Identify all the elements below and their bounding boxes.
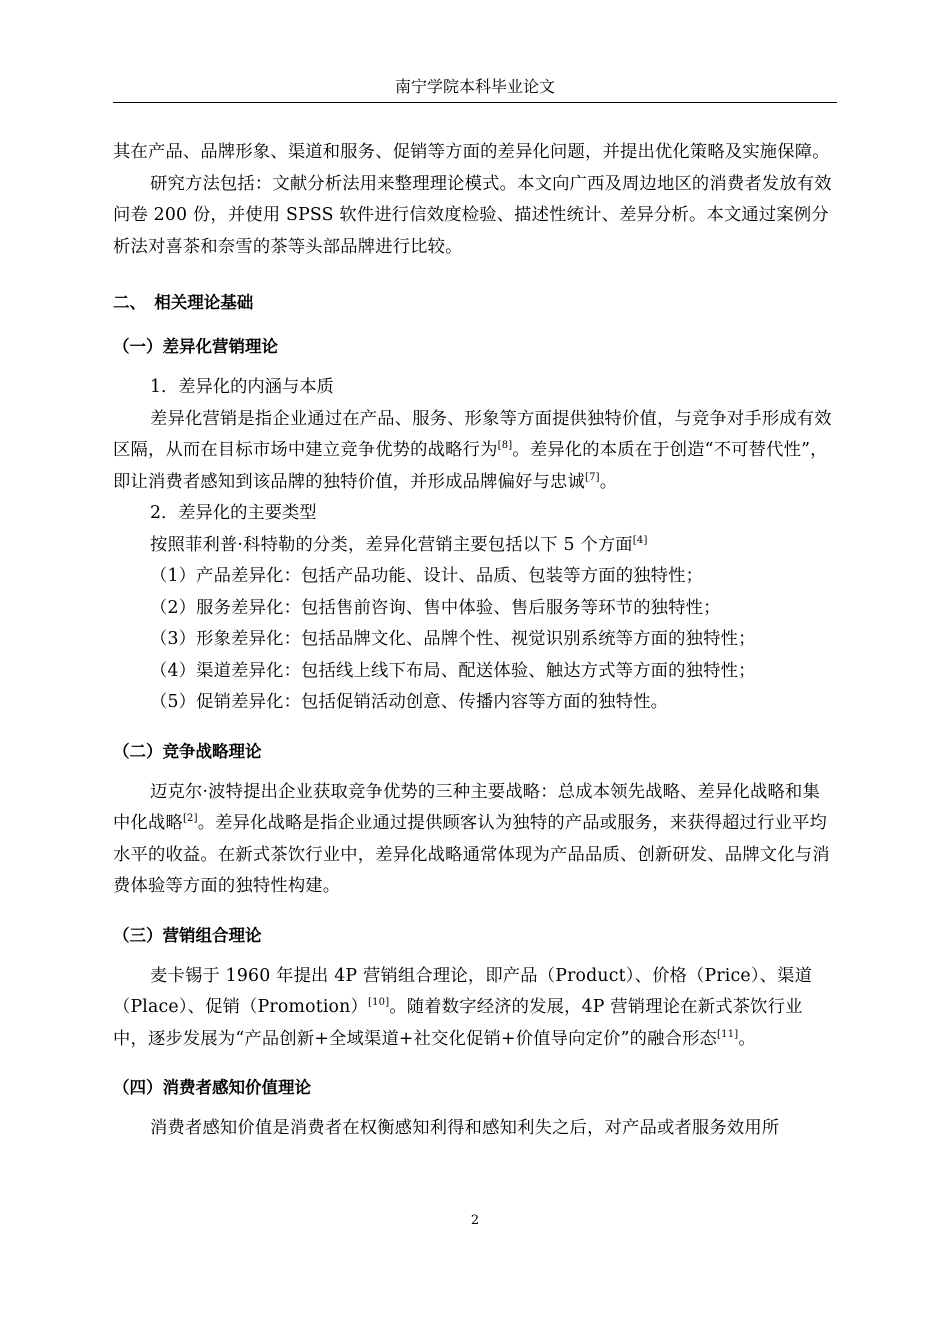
paragraph-text: 差异化营销是指企业通过在产品、服务、形象等方面提供独特价值，与竞争对手形成有效区隔，从而在目标市场中建立竞争优势的战略行为 [113,408,832,460]
paragraph-text: 。差异化战略是指企业通过提供顾客认为独特的产品或服务，来获得超过行业平均水平的收益。在新式茶饮行业中，差异化战略通常体现为产品品质、创新研发、品牌文化与消费体验等方面的独特性构建。 [113,813,830,896]
subsection-heading-perceived-value: （四）消费者感知价值理论 [113,1078,311,1097]
header-rule [113,102,837,103]
list-item: （2）服务差异化：包括售前咨询、售中体验、售后服务等环节的独特性； [150,597,721,618]
marketing-mix-paragraph [113,961,837,1056]
section-heading: 二、 相关理论基础 [113,293,254,312]
citation: [11] [717,1028,739,1040]
competition-paragraph [113,777,837,903]
citation: [8] [497,440,513,452]
perceived-value-paragraph: 消费者感知价值是消费者在权衡感知利得和感知利失之后，对产品或者服务效用所 [150,1118,780,1138]
paragraph-text: 按照菲利普·科特勒的分类，差异化营销主要包括以下 5 个方面 [150,534,633,555]
subsection-heading-differentiation: （一）差异化营销理论 [113,337,278,356]
page-body [113,137,837,1145]
citation: [4] [632,534,648,546]
numbered-subheading: 2．差异化的主要类型 [150,503,317,523]
paragraph-text: 。随着数字经济的发展，4P 营销理论在新式茶饮行业中，逐步发展为“产品创新+全域渠道+社交化促销+价值导向定价”的融合形态 [113,997,803,1049]
paragraph-text: 。差异化的本质在于创造“不可替代性”，即让消费者感知到该品牌的独特价值，并形成品牌偏好与忠诚 [113,440,828,492]
paragraph-text: 迈克尔·波特提出企业获取竞争优势的三种主要战略：总成本领先战略、差异化战略和集中化战略 [113,781,820,833]
citation: [2] [182,813,198,825]
list-item: （1）产品差异化：包括产品功能、设计、品质、包装等方面的独特性； [150,566,704,586]
list-item: （4）渠道差异化：包括线上线下布局、配送体验、触达方式等方面的独特性； [150,660,756,681]
citation: [10] [367,997,390,1009]
subsection-heading-marketing-mix: （三）营销组合理论 [113,925,262,945]
page-number: 2 [470,1213,480,1228]
running-header: 南宁学院本科毕业论文 [394,77,555,96]
paragraph-text: 。 [599,471,618,492]
types-intro-line [113,530,837,562]
differentiation-definition-paragraph [113,404,837,499]
subsection-heading-competition: （二）竞争战略理论 [113,741,262,761]
citation: [7] [585,471,600,483]
paragraph-text: 麦卡锡于 1960 年提出 4P 营销组合理论，即产品（Product）、价格（Price）、渠道（Place）、促销（Promotion） [113,965,813,1017]
list-item: （3）形象差异化：包括品牌文化、品牌个性、视觉识别系统等方面的独特性； [150,629,756,649]
paragraph-text: 。 [738,1028,756,1049]
intro-paragraph: 其在产品、品牌形象、渠道和服务、促销等方面的差异化问题，并提出优化策略及实施保障。 [113,142,830,162]
methods-paragraph: 研究方法包括：文献分析法用来整理理论模式。本文向广西及周边地区的消费者发放有效问卷 200 份，并使用 SPSS 软件进行信效度检验、描述性统计、差异分析。本文通过案例分析法对喜茶和奈雪的茶等头部品牌进行比较。 [113,173,832,257]
numbered-subheading: 1．差异化的内涵与本质 [150,377,334,397]
list-item: （5）促销差异化：包括促销活动创意、传播内容等方面的独特性。 [150,692,669,712]
